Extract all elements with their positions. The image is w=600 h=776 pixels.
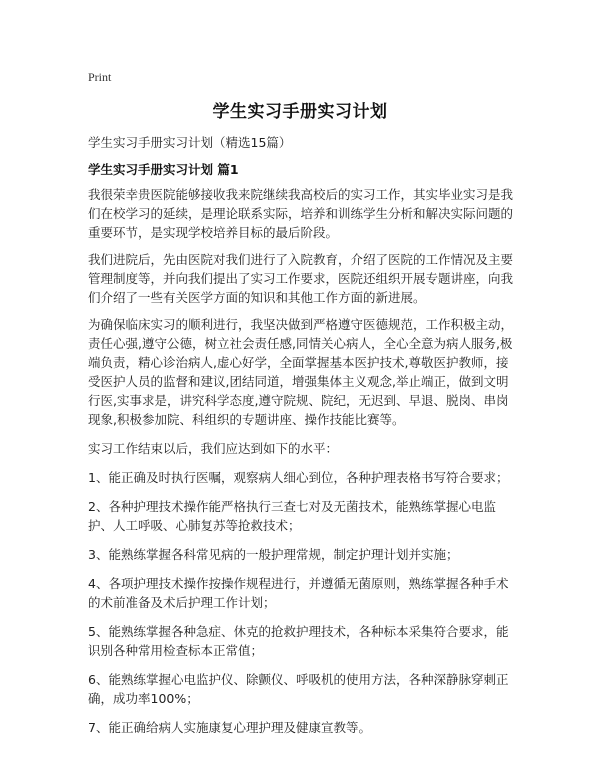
list-item: 7、能正确给病人实施康复心理护理及健康宣教等。 — [88, 720, 371, 735]
paragraph-conduct: 为确保临床实习的顺利进行，我坚决做到严格遵守医德规范，工作积极主动，责任心强,遵守公德，树立社会责任感,同情关心病人，全心全意为病人服务,极端负责，精心诊治病人,虚心好学，全面掌握基本医护技术,尊敬医护教师，接受医护人员的监督和建议,团结同道，增强集体主义观念,举止端正，做到文明行医,实事求是，讲究科学态度,遵守院规、院纪，无迟到、早退、脱岗、串岗现象,积极参加院、科组织的专题讲座、操作技能比赛等。 — [88, 317, 514, 427]
paragraph-goals-intro: 实习工作结束以后，我们应达到如下的水平： — [88, 441, 339, 456]
section-heading: 学生实习手册实习计划 篇1 — [88, 162, 239, 177]
list-item: 2、各种护理技术操作能严格执行三查七对及无菌技术，能熟练掌握心电监护、人工呼吸、心肺复苏等抢救技术； — [88, 499, 496, 533]
list-item: 4、各项护理技术操作按操作规程进行，并遵循无菌原则，熟练掌握各种手术的术前准备及术后护理工作计划； — [88, 576, 509, 610]
paragraph-orientation: 我们进院后，先由医院对我们进行了入院教育，介绍了医院的工作情况及主要管理制度等，并向我们提出了实习工作要求，医院还组织开展专题讲座，向我们介绍了一些有关医学方面的知识和其他工作方面的新进展。 — [88, 252, 514, 305]
paragraph-intro: 我很荣幸贵医院能够接收我来院继续我高校后的实习工作，其实毕业实习是我们在校学习的延续，是理论联系实际，培养和训练学生分析和解决实际问题的重要环节，是实现学校培养目标的最后阶段。 — [88, 187, 514, 240]
document-subtitle: 学生实习手册实习计划（精选15篇） — [88, 135, 292, 150]
list-item: 5、能熟练掌握各种急症、休克的抢救护理技术，各种标本采集符合要求，能识别各种常用检查标本正常值； — [88, 624, 509, 658]
document-title: 学生实习手册实习计划 — [212, 102, 388, 122]
print-label[interactable]: Print — [88, 70, 112, 84]
list-item: 1、能正确及时执行医嘱，观察病人细心到位，各种护理表格书写符合要求； — [88, 470, 509, 485]
list-item: 3、能熟练掌握各科常见病的一般护理常规，制定护理计划并实施； — [88, 547, 459, 562]
list-item: 6、能熟练掌握心电监护仪、除颤仪、呼吸机的使用方法，各种深静脉穿刺正确，成功率100%； — [88, 672, 509, 706]
